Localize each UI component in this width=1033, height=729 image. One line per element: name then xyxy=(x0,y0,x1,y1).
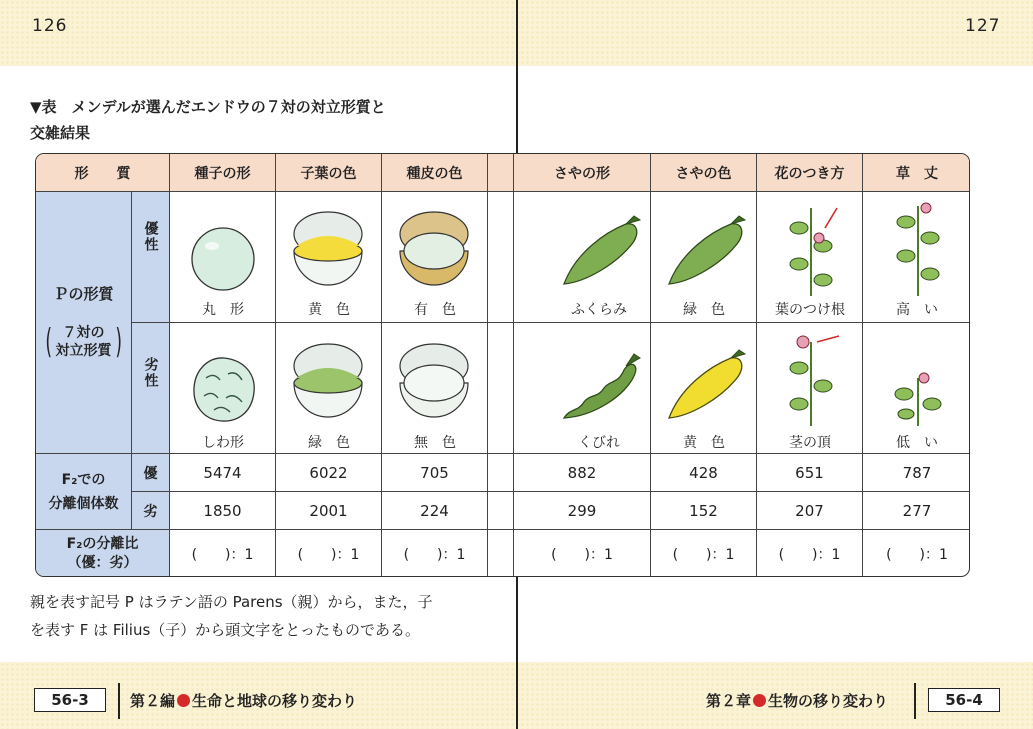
dominant-label-cell xyxy=(132,192,170,323)
tall-plant-icon xyxy=(878,198,958,298)
right-page-number: 127 xyxy=(965,16,1001,36)
p-sub-line-1: ７対の xyxy=(62,325,105,341)
ratio-label xyxy=(36,530,170,577)
terminal-flower-plant-icon xyxy=(771,328,851,428)
bullet-dot-icon xyxy=(177,694,190,707)
f2-dom-2: 6022 xyxy=(276,454,382,492)
trait-table xyxy=(35,153,970,577)
gap-cell-rec xyxy=(488,323,514,454)
caption-line-1: ▼表 メンデルが選んだエンドウの７対の対立形質と xyxy=(30,98,386,116)
paren-left-icon: ( xyxy=(45,322,53,362)
recessive-label-6: 茎の頂 xyxy=(789,435,831,451)
ratio-blank-5[interactable]: ( )：1 xyxy=(651,530,757,577)
f2-rec-6: 207 xyxy=(757,492,863,530)
p-sub-line-2: 対立形質 xyxy=(55,343,112,359)
recessive-label-1: しわ形 xyxy=(202,435,244,451)
right-page-code: 56-4 xyxy=(928,688,1000,712)
p-trait-label xyxy=(36,192,132,454)
header-gap xyxy=(488,154,514,192)
bullet-dot-icon xyxy=(753,694,766,707)
f2-rec-label: 劣 xyxy=(132,492,170,530)
header-trait: 形 質 xyxy=(36,154,170,192)
left-footer-divider xyxy=(118,683,120,719)
recessive-label: 劣性 xyxy=(142,357,159,389)
f2-dom-1: 5474 xyxy=(170,454,276,492)
dominant-label: 優性 xyxy=(142,221,159,253)
recessive-label-4: くびれ xyxy=(578,435,620,451)
header-pod-color: さやの色 xyxy=(651,154,757,192)
left-footer-title xyxy=(130,690,357,711)
recessive-label-2: 緑 色 xyxy=(308,435,350,451)
green-cotyledon-icon xyxy=(288,338,370,424)
header-seed-shape: 種子の形 xyxy=(170,154,276,192)
right-footer-subject: 生物の移り変わり xyxy=(768,692,889,710)
round-seed-icon xyxy=(188,224,258,294)
ratio-blank-4[interactable]: ( )：1 xyxy=(514,530,651,577)
wrinkled-seed-icon xyxy=(188,354,260,426)
left-page-number: 126 xyxy=(32,16,68,36)
left-footer-subject: 生命と地球の移り変わり xyxy=(192,692,358,710)
header-cotyledon-color: 子葉の色 xyxy=(276,154,382,192)
note-line-1: 親を表す記号 P はラテン語の Parens（親）から，また，子 xyxy=(30,593,433,611)
f2-count-line-2: 分離個体数 xyxy=(48,495,119,512)
f2-dom-7: 787 xyxy=(863,454,970,492)
header-pod-shape: さやの形 xyxy=(514,154,651,192)
dominant-label-3: 有 色 xyxy=(414,302,456,318)
ratio-label-line-2: （優：劣） xyxy=(67,555,138,571)
constricted-pod-icon xyxy=(556,346,646,426)
yellow-pod-icon xyxy=(661,346,751,426)
dominant-label-4: ふくらみ xyxy=(571,302,627,318)
dominant-label-7: 高 い xyxy=(896,302,938,318)
recessive-label-5: 黄 色 xyxy=(683,435,725,451)
table-caption xyxy=(30,94,500,146)
f2-count-line-1: F₂での xyxy=(61,471,106,488)
ratio-blank-7[interactable]: ( )：1 xyxy=(886,547,948,563)
f2-rec-1: 1850 xyxy=(170,492,276,530)
left-footer-part: 第２編 xyxy=(130,692,176,710)
left-page-code: 56-3 xyxy=(34,688,106,712)
gap-cell-dom xyxy=(488,192,514,323)
right-footer-divider xyxy=(914,683,916,719)
axial-flower-plant-icon xyxy=(771,198,851,298)
f2-rec-7: 277 xyxy=(863,492,970,530)
header-flower-position: 花のつき方 xyxy=(757,154,863,192)
f2-dom-4: 882 xyxy=(514,454,651,492)
recessive-label-7: 低 い xyxy=(896,435,938,451)
ratio-blank-2[interactable]: ( )：1 xyxy=(276,530,382,577)
short-plant-icon xyxy=(878,368,958,428)
f2-dom-3: 705 xyxy=(382,454,488,492)
inflated-pod-icon xyxy=(556,212,646,292)
explanatory-note xyxy=(30,588,500,644)
recessive-label-cell xyxy=(132,323,170,454)
green-pod-icon xyxy=(661,212,751,292)
f2-count-label xyxy=(36,454,132,530)
dominant-label-5: 緑 色 xyxy=(683,302,725,318)
right-footer-chapter: 第２章 xyxy=(706,692,752,710)
f2-rec-2: 2001 xyxy=(276,492,382,530)
caption-line-2: 交雑結果 xyxy=(30,124,91,142)
f2-rec-gap xyxy=(488,492,514,530)
f2-rec-4: 299 xyxy=(514,492,651,530)
p-trait-title: Ｐの形質 xyxy=(53,285,114,303)
f2-dom-6: 651 xyxy=(757,454,863,492)
f2-dom-5: 428 xyxy=(651,454,757,492)
ratio-blank-1[interactable]: ( )：1 xyxy=(170,530,276,577)
dominant-label-1: 丸 形 xyxy=(202,302,244,318)
f2-dom-gap xyxy=(488,454,514,492)
ratio-blank-3[interactable]: ( )：1 xyxy=(382,530,488,577)
yellow-cotyledon-icon xyxy=(288,206,370,292)
ratio-blank-6[interactable]: ( )：1 xyxy=(757,530,863,577)
right-footer-title xyxy=(706,690,888,711)
header-seedcoat-color: 種皮の色 xyxy=(382,154,488,192)
colorless-seedcoat-icon xyxy=(394,338,476,424)
note-line-2: を表す F は Filius（子）から頭文字をとったものである。 xyxy=(30,621,420,639)
header-stem-height: 草 丈 xyxy=(863,154,970,192)
ratio-label-line-1: F₂の分離比 xyxy=(66,536,139,552)
dominant-label-2: 黄 色 xyxy=(308,302,350,318)
recessive-label-3: 無 色 xyxy=(414,435,456,451)
f2-rec-3: 224 xyxy=(382,492,488,530)
ratio-gap xyxy=(488,530,514,577)
f2-rec-5: 152 xyxy=(651,492,757,530)
colored-seedcoat-icon xyxy=(394,206,476,292)
f2-dom-label: 優 xyxy=(132,454,170,492)
paren-right-icon: ) xyxy=(114,322,122,362)
dominant-label-6: 葉のつけ根 xyxy=(775,302,845,318)
